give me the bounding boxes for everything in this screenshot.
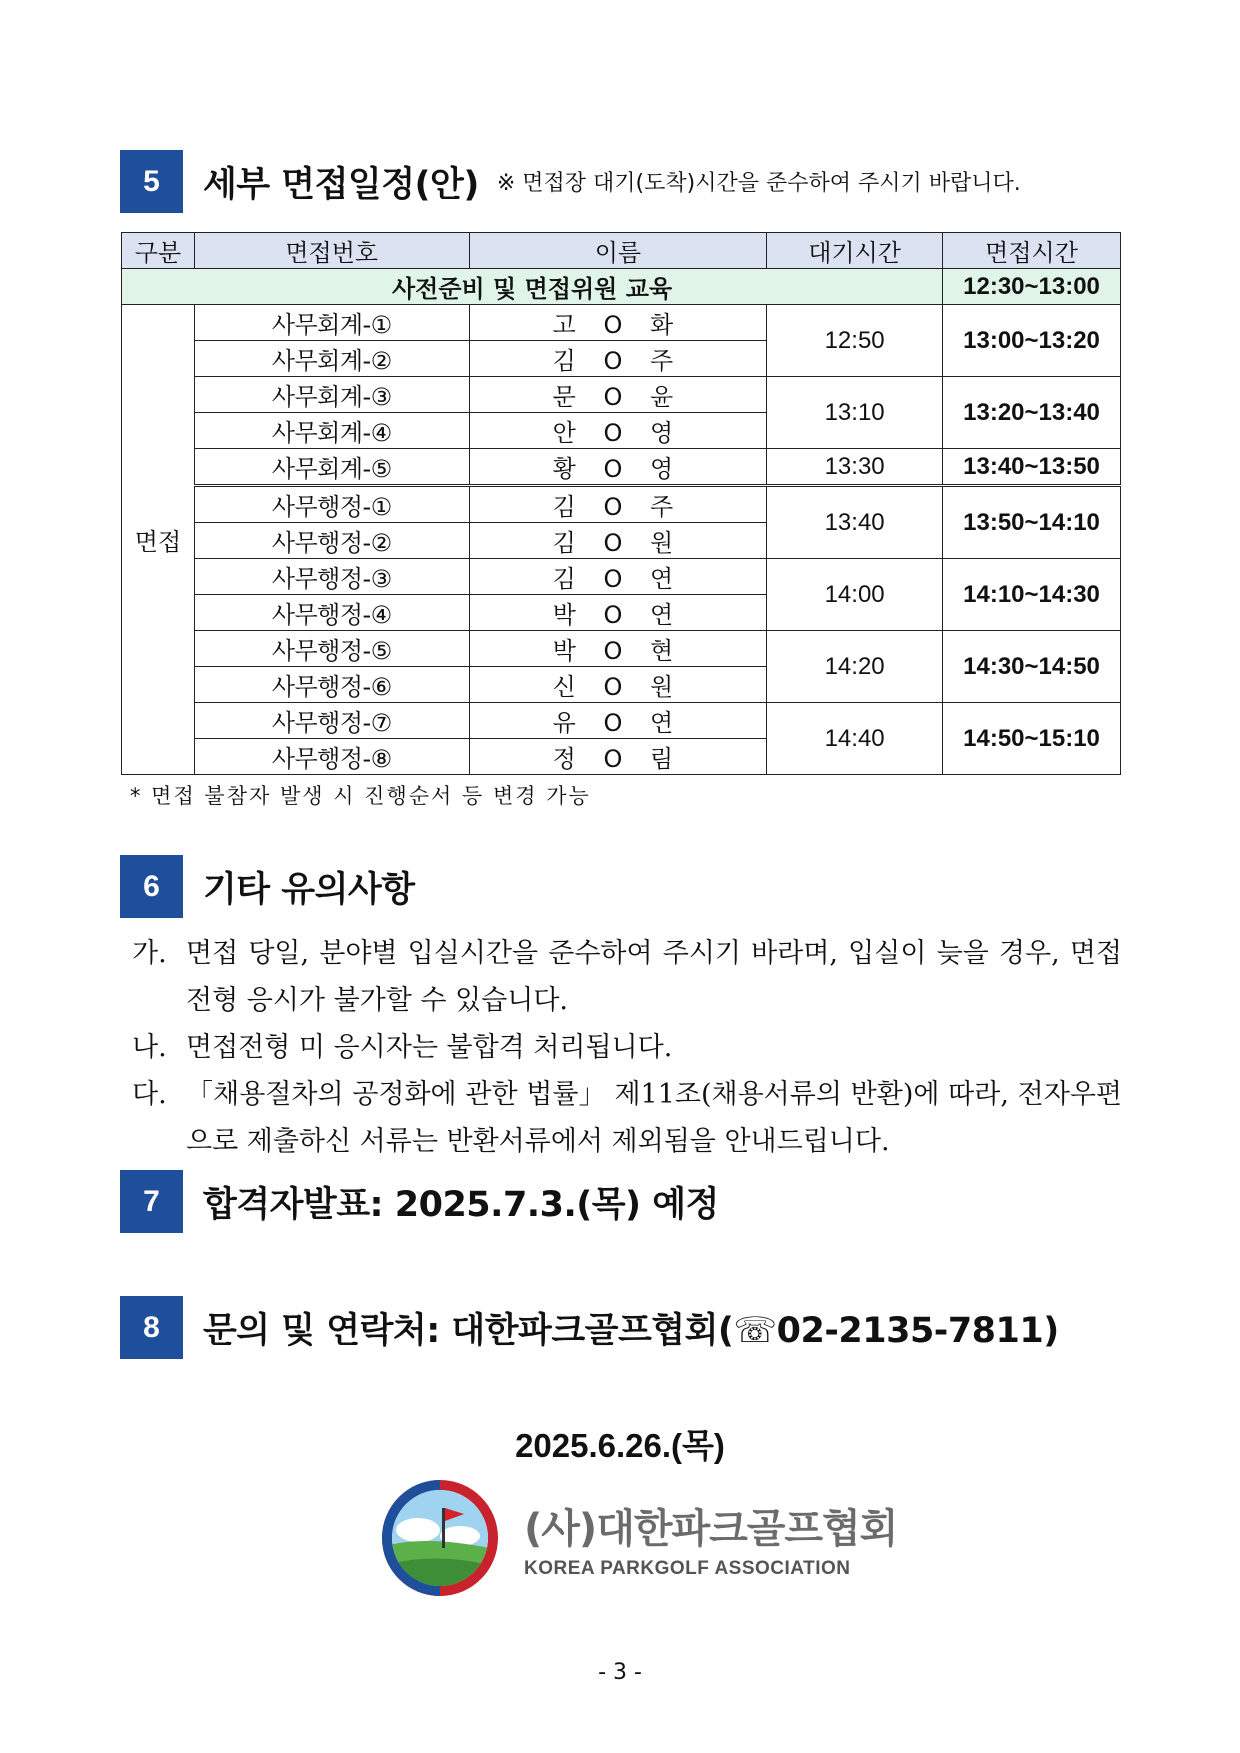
row-name: 박 O 현	[469, 631, 767, 667]
interview-time: 14:30~14:50	[943, 631, 1121, 703]
wait-time: 14:40	[767, 703, 943, 775]
row-number: 사무행정-⑥	[194, 667, 469, 703]
row-name: 안 O 영	[469, 413, 767, 449]
table-row	[122, 449, 1121, 486]
row-number: 사무행정-②	[194, 523, 469, 559]
section-title: 문의 및 연락처: 대한파크골프협회(☏02-2135-7811)	[203, 1310, 1059, 1351]
table-footnote: * 면접 불참자 발생 시 진행순서 등 변경 가능	[130, 784, 591, 808]
table-row	[122, 703, 1121, 739]
table-row	[122, 559, 1121, 595]
interview-time: 14:50~15:10	[943, 703, 1121, 775]
row-number: 사무행정-④	[194, 595, 469, 631]
row-number: 사무회계-②	[194, 341, 469, 377]
section-title: 기타 유의사항	[203, 869, 415, 910]
row-name: 김 O 주	[469, 341, 767, 377]
wait-time: 14:00	[767, 559, 943, 631]
row-number: 사무회계-①	[194, 305, 469, 341]
logo-korean-name: (사)대한파크골프협회	[524, 1505, 898, 1552]
wait-time: 13:40	[767, 486, 943, 559]
section-7-header	[120, 1170, 719, 1233]
section-number: 5	[120, 150, 183, 213]
row-number: 사무회계-④	[194, 413, 469, 449]
section-title: 세부 면접일정(안)	[203, 164, 479, 205]
document-date: 2025.6.26.(목)	[515, 1427, 725, 1464]
row-name: 김 O 원	[469, 523, 767, 559]
header-time: 면접시간	[943, 233, 1121, 269]
row-number: 사무행정-③	[194, 559, 469, 595]
header-category: 구분	[122, 233, 195, 269]
prep-time: 12:30~13:00	[943, 269, 1121, 305]
row-number: 사무회계-⑤	[194, 449, 469, 486]
wait-time: 13:10	[767, 377, 943, 449]
logo-english-name: KOREA PARKGOLF ASSOCIATION	[524, 1557, 851, 1579]
interview-time: 13:50~14:10	[943, 486, 1121, 559]
row-number: 사무행정-⑤	[194, 631, 469, 667]
list-item	[132, 930, 1122, 1024]
note-text: 면접전형 미 응시자는 불합격 처리됩니다.	[186, 1032, 673, 1063]
interview-time: 13:00~13:20	[943, 305, 1121, 377]
section-5-header	[120, 150, 1021, 213]
note-mark: 다.	[132, 1079, 167, 1110]
section-number: 8	[120, 1296, 183, 1359]
section-number: 6	[120, 855, 183, 918]
list-item	[132, 1024, 1122, 1071]
row-name: 고 O 화	[469, 305, 767, 341]
note-text: 면접 당일, 분야별 입실시간을 준수하여 주시기 바라며, 입실이 늦을 경우, 면접전형 응시가 불가할 수 있습니다.	[186, 938, 1122, 1016]
category-cell: 면접	[122, 305, 195, 775]
table-row	[122, 377, 1121, 413]
row-number: 사무회계-③	[194, 377, 469, 413]
interview-schedule-table	[121, 232, 1121, 775]
note-text: 「채용절차의 공정화에 관한 법률」 제11조(채용서류의 반환)에 따라, 전자우편으로 제출하신 서류는 반환서류에서 제외됨을 안내드립니다.	[186, 1079, 1122, 1157]
interview-time: 13:20~13:40	[943, 377, 1121, 449]
header-wait: 대기시간	[767, 233, 943, 269]
association-logo	[380, 1478, 897, 1598]
table-header-row	[122, 233, 1121, 269]
row-name: 김 O 연	[469, 559, 767, 595]
row-name: 유 O 연	[469, 703, 767, 739]
row-name: 박 O 연	[469, 595, 767, 631]
table-row	[122, 631, 1121, 667]
prep-row	[122, 269, 1121, 305]
wait-time: 14:20	[767, 631, 943, 703]
row-name: 문 O 윤	[469, 377, 767, 413]
wait-time: 13:30	[767, 449, 943, 486]
list-item	[132, 1071, 1122, 1165]
row-name: 황 O 영	[469, 449, 767, 486]
page-number: - 3 -	[598, 1660, 642, 1685]
header-name: 이름	[469, 233, 767, 269]
section-number: 7	[120, 1170, 183, 1233]
row-name: 신 O 원	[469, 667, 767, 703]
section-title: 합격자발표: 2025.7.3.(목) 예정	[203, 1184, 719, 1225]
row-number: 사무행정-⑦	[194, 703, 469, 739]
interview-time: 13:40~13:50	[943, 449, 1121, 486]
row-name: 정 O 림	[469, 739, 767, 775]
note-mark: 나.	[132, 1032, 167, 1063]
wait-time: 12:50	[767, 305, 943, 377]
row-number: 사무행정-①	[194, 486, 469, 523]
section-note: ※ 면접장 대기(도착)시간을 준수하여 주시기 바랍니다.	[496, 171, 1021, 196]
table-row	[122, 305, 1121, 341]
header-number: 면접번호	[194, 233, 469, 269]
table-row	[122, 486, 1121, 523]
section-6-header	[120, 855, 415, 918]
interview-time: 14:10~14:30	[943, 559, 1121, 631]
section-8-header	[120, 1296, 1059, 1359]
notes-list	[132, 930, 1122, 1165]
logo-text	[524, 1497, 897, 1580]
row-name: 김 O 주	[469, 486, 767, 523]
row-number: 사무행정-⑧	[194, 739, 469, 775]
note-mark: 가.	[132, 938, 167, 969]
prep-label: 사전준비 및 면접위원 교육	[122, 269, 943, 305]
parkgolf-emblem-icon	[380, 1478, 500, 1598]
